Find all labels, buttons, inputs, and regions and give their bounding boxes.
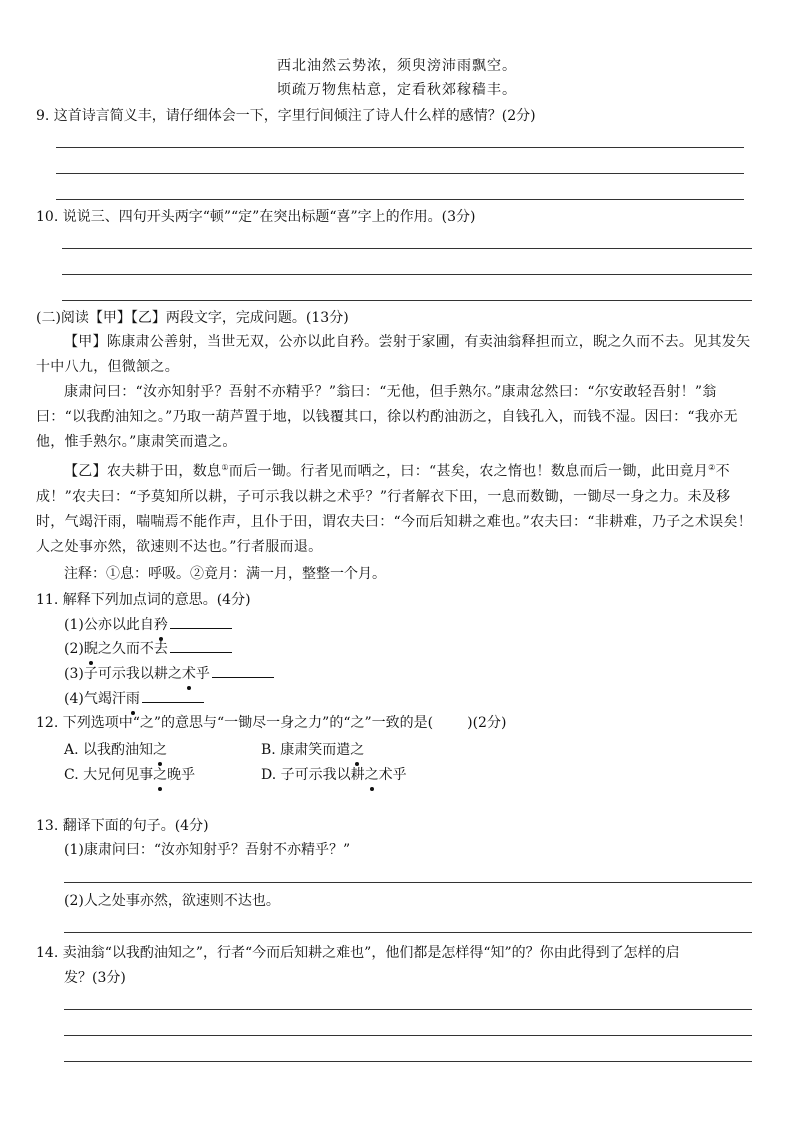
item-text: (4)气竭汗 bbox=[64, 691, 126, 707]
question-9: 9. 这首诗言简义丰，请仔细体会一下，字里行间倾注了诗人什么样的感情？(2分) bbox=[36, 108, 536, 124]
footnote-marker-2: ② bbox=[708, 463, 716, 472]
answer-line[interactable] bbox=[64, 1035, 752, 1036]
question-11-item-2 bbox=[64, 638, 232, 659]
poem-line-1: 西北油然云势浓，须臾滂沛雨飘空。 bbox=[277, 58, 517, 74]
option-c[interactable] bbox=[64, 765, 195, 785]
passage-yi-text: 【乙】农夫耕于田，数息 bbox=[64, 463, 222, 480]
question-13-title: 13. 翻译下面的句子。(4分) bbox=[36, 818, 209, 834]
answer-line[interactable] bbox=[64, 1009, 752, 1010]
answer-line[interactable] bbox=[56, 147, 744, 148]
question-12-title bbox=[36, 713, 506, 733]
answer-line[interactable] bbox=[56, 199, 744, 200]
option-text: 晚乎 bbox=[167, 767, 196, 783]
passage-yi-text: 而后一锄。行者见而哂之，曰：“甚矣，农之惰也！数息而后一锄，此田竟月 bbox=[228, 463, 709, 480]
passage-jia-paragraph-2: 康肃问曰：“汝亦知射乎？吾射不亦精乎？”翁曰：“无他，但手熟尔。”康肃忿然曰：“尔安敢轻吾射！”翁曰：“以我酌油知之。”乃取一葫芦置于地，以钱覆其口，徐以杓酌油沥之，自钱孔入，而钱不湿。因曰：“我亦无他，惟手熟尔。”康肃笑而遣之。 bbox=[36, 384, 738, 450]
dotted-character: 雨 bbox=[125, 691, 140, 707]
answer-line[interactable] bbox=[64, 882, 752, 883]
dotted-character: 之 bbox=[153, 767, 168, 783]
answer-line[interactable] bbox=[62, 274, 752, 275]
section-2-title: (二)阅读【甲】【乙】两段文字，完成问题。(13分) bbox=[36, 310, 349, 326]
question-14-line-2: 发？(3分) bbox=[64, 970, 126, 986]
question-10: 10. 说说三、四句开头两字“顿”“定”在突出标题“喜”字上的作用。(3分) bbox=[36, 209, 476, 225]
passage-yi bbox=[36, 455, 758, 560]
question-14-line-1: 14. 卖油翁“以我酌油知之”，行者“今而后知耕之难也”，他们都是怎样得“知”的？你由此得到了怎样的启 bbox=[36, 945, 680, 961]
answer-line[interactable] bbox=[62, 248, 752, 249]
item-text: 乎 bbox=[195, 666, 210, 682]
passage-yi-text: 不成！”农夫曰：“予莫知所以耕，子可示我以耕之术乎？”行者解衣下田，一息而数锄，一锄尽一身之力。未及移时，气竭汗雨，喘喘焉不能作声，且仆于田，谓农夫曰：“今而后知耕之难也。”农夫曰：“非耕难，乃子之术误矣！人之处事亦然，欲速则不达也。”行者服而退。 bbox=[36, 463, 753, 555]
answer-blank[interactable] bbox=[170, 638, 232, 653]
question-11-item-3 bbox=[64, 663, 274, 684]
item-text: (3)子可示我以耕之 bbox=[64, 666, 182, 682]
answer-line[interactable] bbox=[64, 932, 752, 933]
poem-line-2: 顷疏万物焦枯意，定看秋郊稼穑丰。 bbox=[277, 82, 517, 98]
answer-line[interactable] bbox=[62, 300, 752, 301]
question-11-item-1 bbox=[64, 614, 232, 635]
question-11-title: 11. 解释下列加点词的意思。(4分) bbox=[36, 592, 251, 608]
option-a[interactable] bbox=[64, 740, 167, 760]
answer-blank[interactable] bbox=[170, 614, 232, 629]
annotation: 注释：①息：呼吸。②竟月：满一月，整整一个月。 bbox=[64, 566, 386, 582]
dotted-character: 之 bbox=[364, 767, 379, 783]
dotted-character: 之 bbox=[153, 742, 168, 758]
dotted-character: 矜 bbox=[153, 617, 168, 633]
option-b[interactable] bbox=[261, 740, 364, 760]
question-text: 12. 下列选项中“之”的意思与“一锄尽一身之力”的“之”一致的是( bbox=[36, 715, 434, 731]
question-13-sentence-2: (2)人之处事亦然，欲速则不达也。 bbox=[64, 893, 280, 909]
item-text: (2) bbox=[64, 641, 84, 657]
dotted-character: 术 bbox=[181, 666, 196, 682]
passage-jia-paragraph-1: 【甲】陈康肃公善射，当世无双，公亦以此自矜。尝射于家圃，有卖油翁释担而立，睨之久而不去。见其发矢十中八九，但微颔之。 bbox=[36, 334, 751, 375]
option-d[interactable] bbox=[261, 765, 407, 785]
question-text: )(2分) bbox=[467, 715, 507, 731]
answer-blank[interactable] bbox=[212, 663, 274, 678]
option-text: C. 大兄何见事 bbox=[64, 767, 154, 783]
question-13-sentence-1: (1)康肃问曰：“汝亦知射乎？吾射不亦精乎？” bbox=[64, 842, 351, 858]
footnote-marker-1: ① bbox=[221, 463, 229, 472]
item-text: (1)公亦以此自 bbox=[64, 617, 154, 633]
item-text: 之久而不去 bbox=[97, 641, 168, 657]
option-text: 术乎 bbox=[378, 767, 407, 783]
dotted-character: 之 bbox=[350, 742, 365, 758]
answer-blank[interactable] bbox=[142, 688, 204, 703]
answer-line[interactable] bbox=[56, 173, 744, 174]
option-text: B. 康肃笑而遣 bbox=[261, 742, 351, 758]
option-text: A. 以我酌油知 bbox=[64, 742, 154, 758]
question-11-item-4 bbox=[64, 688, 204, 709]
option-text: D. 子可示我以耕 bbox=[261, 767, 365, 783]
answer-line[interactable] bbox=[64, 1061, 752, 1062]
dotted-character: 睨 bbox=[83, 641, 98, 657]
